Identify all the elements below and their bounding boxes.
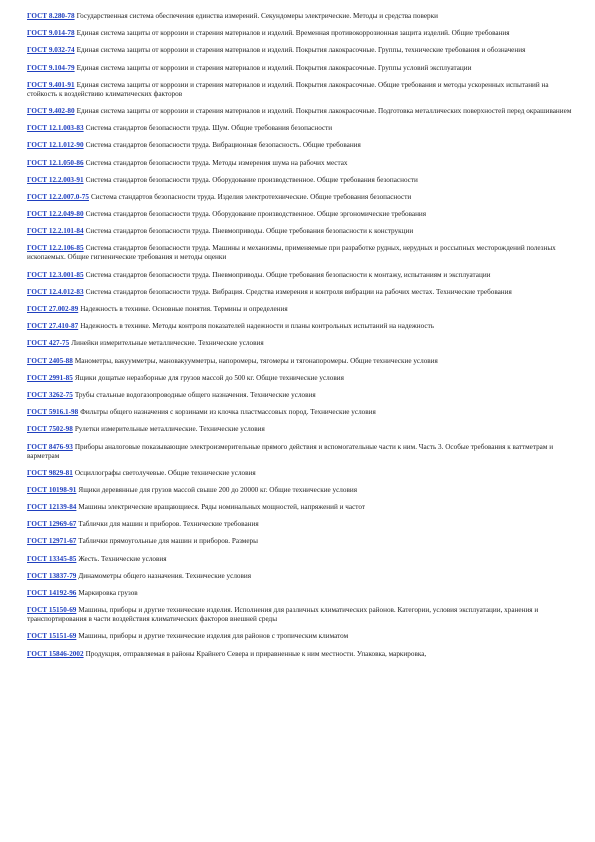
standard-description: Единая система защиты от коррозии и старения материалов и изделий. Временная противокоррозионная защита изделий. Общие требования: [76, 29, 510, 38]
list-item: [27, 210, 572, 219]
standard-description: Единая система защиты от коррозии и старения материалов и изделий. Покрытия лакокрасочные. Группы, технические требования и обозначения: [76, 46, 526, 55]
standard-description: Система стандартов безопасности труда. Вибрация. Средства измерения и контроля вибрации на рабочих местах. Технические требования: [85, 287, 512, 296]
standard-description: Фильтры общего назначения с корзинами из клочка пластмассовых пород. Технические условия: [80, 408, 376, 417]
standard-link[interactable]: ГОСТ 9829-81: [27, 468, 73, 477]
list-item: [27, 443, 572, 461]
list-item: [27, 107, 572, 116]
standard-link[interactable]: ГОСТ 13837-79: [27, 571, 77, 580]
standard-description: Таблички для машин и приборов. Технические требования: [78, 520, 259, 529]
standard-description: Машины, приборы и другие технические изделия. Исполнения для различных климатических районов. Категории, условия эксплуатации, хранения и транспортирования в части воздействия климатических факторов внешней среды: [27, 606, 539, 624]
standard-link[interactable]: ГОСТ 12.4.012-83: [27, 287, 84, 296]
standard-link[interactable]: ГОСТ 3262-75: [27, 390, 73, 399]
standard-link[interactable]: ГОСТ 15151-69: [27, 632, 77, 641]
standard-description: Система стандартов безопасности труда. Машины и механизмы, применяемые при разработке рудных, нерудных и россыпных месторождений полезных ископаемых. Общие гигиенические требования и методы оценки: [27, 244, 556, 262]
list-item: [27, 469, 572, 478]
list-item: [27, 81, 572, 99]
standard-link[interactable]: ГОСТ 12969-67: [27, 520, 77, 529]
list-item: [27, 322, 572, 331]
standard-link[interactable]: ГОСТ 15150-69: [27, 606, 77, 615]
standard-link[interactable]: ГОСТ 9.402-80: [27, 106, 75, 115]
standard-link[interactable]: ГОСТ 12.2.003-91: [27, 175, 84, 184]
standard-description: Приборы аналоговые показывающие электроизмерительные прямого действия и вспомогательные части к ним. Часть 3. Особые требования к ваттметрам и варметрам: [27, 442, 554, 460]
list-item: [27, 374, 572, 383]
list-item: [27, 632, 572, 641]
list-item: [27, 124, 572, 133]
standard-link[interactable]: ГОСТ 9.014-78: [27, 29, 75, 38]
standard-description: Продукция, отправляемая в районы Крайнего Севера и приравненные к ним местности. Упаковка, маркировка,: [85, 649, 427, 658]
standard-description: Осциллографы светолучевые. Общие технические условия: [74, 468, 256, 477]
standard-link[interactable]: ГОСТ 7502-98: [27, 425, 73, 434]
standard-description: Система стандартов безопасности труда. Вибрационная безопасность. Общие требования: [85, 141, 361, 150]
standard-description: Система стандартов безопасности труда. Пневмоприводы. Общие требования безопасности к монтажу, испытаниям и эксплуатации: [85, 270, 491, 279]
standard-link[interactable]: ГОСТ 27.410-87: [27, 322, 79, 331]
standards-list: [27, 12, 572, 667]
list-item: [27, 408, 572, 417]
standard-link[interactable]: ГОСТ 27.002-89: [27, 305, 79, 313]
standard-link[interactable]: ГОСТ 8476-93: [27, 442, 73, 451]
standard-description: Система стандартов безопасности труда. Пневмоприводы. Общие требования безопасности к конструкции: [85, 227, 414, 236]
list-item: [27, 650, 572, 659]
list-item: [27, 176, 572, 185]
list-item: [27, 244, 572, 262]
list-item: [27, 288, 572, 297]
standard-description: Трубы стальные водогазопроводные общего назначения. Технические условия: [74, 390, 316, 399]
standard-link[interactable]: ГОСТ 9.104-79: [27, 63, 75, 72]
list-item: [27, 193, 572, 202]
standard-link[interactable]: ГОСТ 12.2.106-85: [27, 244, 84, 253]
standard-description: Машины электрические вращающиеся. Ряды номинальных мощностей, напряжений и частот: [78, 503, 365, 512]
standard-link[interactable]: ГОСТ 13345-85: [27, 554, 77, 563]
standard-description: Государственная система обеспечения единства измерений. Секундомеры электрические. Методы и средства поверки: [76, 12, 438, 20]
standard-link[interactable]: ГОСТ 12.2.101-84: [27, 227, 84, 236]
list-item: [27, 46, 572, 55]
standard-link[interactable]: ГОСТ 9.032-74: [27, 46, 75, 55]
standard-description: Динамометры общего назначения. Технические условия: [78, 571, 252, 580]
standard-link[interactable]: ГОСТ 12.1.050-86: [27, 158, 84, 167]
list-item: [27, 159, 572, 168]
standard-link[interactable]: ГОСТ 12971-67: [27, 537, 77, 546]
standard-link[interactable]: ГОСТ 12.3.001-85: [27, 270, 84, 279]
standard-description: Система стандартов безопасности труда. Оборудование производственное. Общие требования безопасности: [85, 175, 418, 184]
standard-link[interactable]: ГОСТ 12.2.007.0-75: [27, 192, 89, 201]
standard-description: Система стандартов безопасности труда. Методы измерения шума на рабочих местах: [85, 158, 348, 167]
standard-description: Единая система защиты от коррозии и старения материалов и изделий. Покрытия лакокрасочные. Группы условий эксплуатации: [76, 63, 472, 72]
standard-description: Маркировка грузов: [78, 589, 138, 597]
standard-link[interactable]: ГОСТ 12.2.049-80: [27, 210, 84, 219]
standard-link[interactable]: ГОСТ 15846-2002: [27, 649, 84, 658]
standard-link[interactable]: ГОСТ 10198-91: [27, 485, 77, 494]
standard-description: Манометры, вакуумметры, мановакуумметры, напоромеры, тягомеры и тягонапоромеры. Общие технические условия: [74, 356, 438, 365]
list-item: [27, 64, 572, 73]
standard-description: Рулетки измерительные металлические. Технические условия: [74, 425, 265, 434]
standard-link[interactable]: ГОСТ 9.401-91: [27, 80, 75, 89]
list-item: [27, 357, 572, 366]
standard-description: Надежность в технике. Основные понятия. Термины и определения: [80, 305, 288, 313]
standard-link[interactable]: ГОСТ 2405-88: [27, 356, 73, 365]
standard-link[interactable]: ГОСТ 8.280-78: [27, 12, 75, 20]
standard-description: Надежность в технике. Методы контроля показателей надежности и планы контрольных испытаний на надежность: [80, 322, 434, 331]
standard-link[interactable]: ГОСТ 2991-85: [27, 373, 73, 382]
list-item: [27, 606, 572, 624]
list-item: [27, 537, 572, 546]
list-item: [27, 555, 572, 564]
standard-description: Ящики деревянные для грузов массой свыше 200 до 20000 кг. Общие технические условия: [78, 485, 358, 494]
list-item: [27, 486, 572, 495]
standard-description: Система стандартов безопасности труда. Оборудование производственное. Общие эргономические требования: [85, 210, 427, 219]
standard-description: Машины, приборы и другие технические изделия для районов с тропическим климатом: [78, 632, 349, 641]
standard-description: Система стандартов безопасности труда. Шум. Общие требования безопасности: [85, 124, 333, 133]
standard-description: Жесть. Технические условия: [78, 554, 167, 563]
standard-link[interactable]: ГОСТ 5916.1-98: [27, 408, 79, 417]
standard-description: Единая система защиты от коррозии и старения материалов и изделий. Покрытия лакокрасочные. Общие требования и методы ускоренных испытаний на стойкость к воздействию климатических факторов: [27, 80, 549, 98]
standard-link[interactable]: ГОСТ 12139-84: [27, 503, 77, 512]
standard-description: Таблички прямоугольные для машин и приборов. Размеры: [78, 537, 258, 546]
list-item: [27, 503, 572, 512]
standard-description: Ящики дощатые неразборные для грузов массой до 500 кг. Общие технические условия: [74, 373, 344, 382]
list-item: [27, 339, 572, 348]
list-item: [27, 572, 572, 581]
standard-description: Линейки измерительные металлические. Технические условия: [71, 339, 264, 348]
list-item: [27, 227, 572, 236]
list-item: [27, 520, 572, 529]
list-item: [27, 391, 572, 400]
list-item: [27, 12, 572, 21]
standard-description: Единая система защиты от коррозии и старения материалов и изделий. Покрытия лакокрасочные. Подготовка металлических поверхностей перед окрашиванием: [76, 106, 572, 115]
standard-link[interactable]: ГОСТ 12.1.012-90: [27, 141, 84, 150]
standard-link[interactable]: ГОСТ 12.1.003-83: [27, 124, 84, 133]
list-item: [27, 141, 572, 150]
list-item: [27, 589, 572, 598]
list-item: [27, 305, 572, 314]
standard-link[interactable]: ГОСТ 14192-96: [27, 589, 77, 597]
list-item: [27, 425, 572, 434]
list-item: [27, 29, 572, 38]
list-item: [27, 271, 572, 280]
standard-link[interactable]: ГОСТ 427-75: [27, 339, 70, 348]
standard-description: Система стандартов безопасности труда. Изделия электротехнические. Общие требования безопасности: [90, 192, 412, 201]
